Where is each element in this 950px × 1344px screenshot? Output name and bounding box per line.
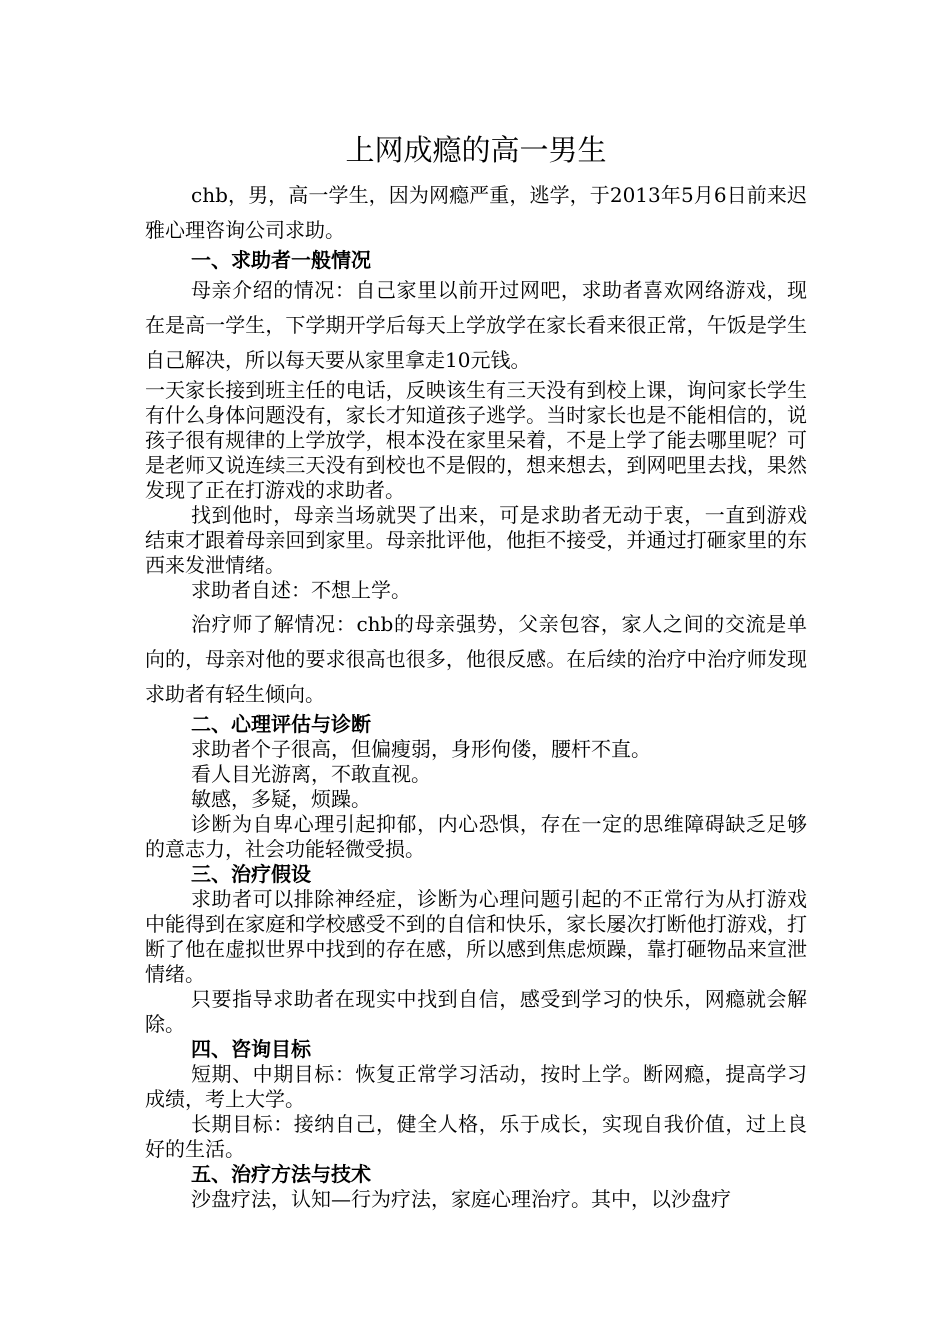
- paragraph: 看人目光游离，不敢直视。: [191, 762, 431, 786]
- paragraph: 敏感，多疑，烦躁。: [191, 787, 371, 811]
- section-heading-2: 二、心理评估与诊断: [191, 712, 371, 736]
- document-page: [145, 128, 807, 1212]
- paragraph: 母亲介绍的情况：自己家里以前开过网吧，求助者喜欢网络游戏，现在是高一学生，下学期开学后每天上学放学在家长看来很正常，午饭是学生自己解决，所以每天要从家里拿走10元钱。: [145, 278, 807, 372]
- intro-paragraph: chb，男，高一学生，因为网瘾严重，逃学，于2013年5月6日前来迟雅心理咨询公司求助。: [145, 183, 807, 242]
- paragraph: 求助者自述：不想上学。: [191, 578, 411, 602]
- paragraph: 治疗师了解情况：chb的母亲强势，父亲包容，家人之间的交流是单向的，母亲对他的要求很高也很多，他很反感。在后续的治疗中治疗师发现求助者有轻生倾向。: [145, 612, 807, 706]
- paragraph: 只要指导求助者在现实中找到自信，感受到学习的快乐，网瘾就会解除。: [145, 987, 807, 1036]
- paragraph: 找到他时，母亲当场就哭了出来，可是求助者无动于衷，一直到游戏结束才跟着母亲回到家里。母亲批评他，他拒不接受，并通过打砸家里的东西来发泄情绪。: [145, 503, 807, 577]
- section-heading-4: 四、咨询目标: [191, 1037, 311, 1061]
- paragraph: 沙盘疗法，认知—行为疗法，家庭心理治疗。其中，以沙盘疗: [191, 1187, 731, 1211]
- document-title: 上网成瘾的高一男生: [345, 133, 607, 167]
- paragraph: 求助者个子很高，但偏瘦弱，身形佝偻，腰杆不直。: [191, 737, 651, 761]
- paragraph: 诊断为自卑心理引起抑郁，内心恐惧，存在一定的思维障碍缺乏足够的意志力，社会功能轻微受损。: [145, 812, 807, 861]
- section-heading-5: 五、治疗方法与技术: [191, 1162, 371, 1186]
- paragraph: 长期目标：接纳自己，健全人格，乐于成长，实现自我价值，过上良好的生活。: [145, 1112, 807, 1161]
- section-heading-3: 三、治疗假设: [191, 862, 311, 886]
- paragraph: 一天家长接到班主任的电话，反映该生有三天没有到校上课，询问家长学生有什么身体问题没有，家长才知道孩子逃学。当时家长也是不能相信的，说孩子很有规律的上学放学，根本没在家里呆着，不是上学了能去哪里呢？可是老师又说连续三天没有到校也不是假的，想来想去，到网吧里去找，果然发现了正在打游戏的求助者。: [145, 378, 807, 502]
- paragraph: 求助者可以排除神经症，诊断为心理问题引起的不正常行为从打游戏中能得到在家庭和学校感受不到的自信和快乐，家长屡次打断他打游戏，打断了他在虚拟世界中找到的存在感，所以感到焦虑烦躁，靠打砸物品来宣泄情绪。: [145, 887, 807, 986]
- paragraph: 短期、中期目标：恢复正常学习活动，按时上学。断网瘾，提高学习成绩，考上大学。: [145, 1062, 807, 1111]
- section-heading-1: 一、求助者一般情况: [191, 248, 371, 272]
